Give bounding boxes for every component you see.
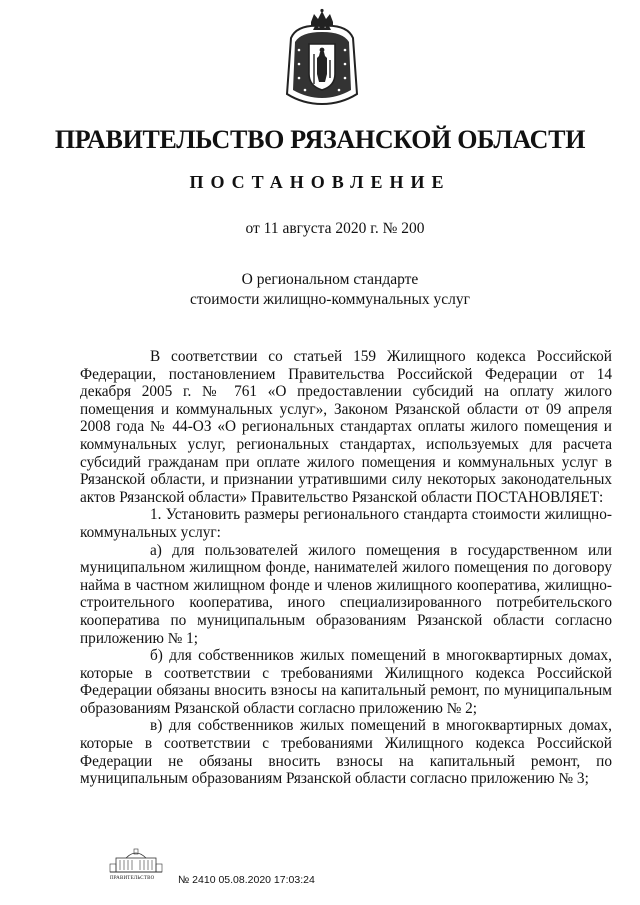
paragraph-item-1b: б) для собственников жилых помещений в многоквартирных домах, которые в соответствии с требованиями Жилищного кодекса Российской Федерации обязаны вносить взносы на капитальный ремонт, по муниципальным образованиям Рязанской области согласно приложению № 2; (80, 647, 612, 717)
paragraph-preamble: В соответствии со статьей 159 Жилищного кодекса Российской Федерации, постановлением Правительства Российской Федерации от 14 декабря 2005 г. № 761 «О предоставлении субсидий на оплату жилого помещения и коммунальных услуг», Законом Рязанской области от 09 апреля 2008 года № 44-ОЗ «О региональных стандартах оплаты жилого помещения и коммунальных услуг, региональных стандартах, используемых для расчета субсидий гражданам при оплате жилого помещения и коммунальных услуг в Рязанской области, и признании утратившими силу некоторых законодательных актов Рязанской области» Правительство Рязанской области ПОСТАНОВЛЯЕТ: (80, 348, 612, 506)
paragraph-item-1: 1. Установить размеры регионального стандарта стоимости жилищно-коммунальных услуг: (80, 506, 612, 541)
government-title: ПРАВИТЕЛЬСТВО РЯЗАНСКОЙ ОБЛАСТИ (54, 125, 586, 154)
document-body (80, 348, 612, 788)
registration-number: № 2410 05.08.2020 17:03:24 (178, 874, 315, 886)
coat-of-arms-icon (283, 8, 361, 108)
paragraph-item-1c: в) для собственников жилых помещений в многоквартирных домах, которые в соответствии с требованиями Жилищного кодекса Российской Федерации не обязаны вносить взносы на капитальный ремонт, по муниципальным образованиям Рязанской области согласно приложению № 3; (80, 717, 612, 788)
building-stamp-icon (108, 846, 164, 874)
document-type: ПОСТАНОВЛЕНИЕ (189, 172, 451, 192)
subject-line-2: стоимости жилищно-коммунальных услуг (190, 291, 470, 308)
subject-line-1: О региональном стандарте (241, 271, 419, 288)
document-date-number: от 11 августа 2020 г. № 200 (245, 220, 425, 237)
document-subject (0, 270, 640, 310)
paragraph-item-1a: а) для пользователей жилого помещения в государственном или муниципальном жилищном фонде, нанимателей жилого помещения по договору найма в частном жилищном фонде и членов жилищного кооператива, жилищно-строительного кооператива, иного специализированного потребительского кооператива по муниципальным образованиям Рязанской области согласно приложению № 1; (80, 541, 612, 647)
stamp-caption: ПРАВИТЕЛЬСТВО (110, 876, 155, 881)
